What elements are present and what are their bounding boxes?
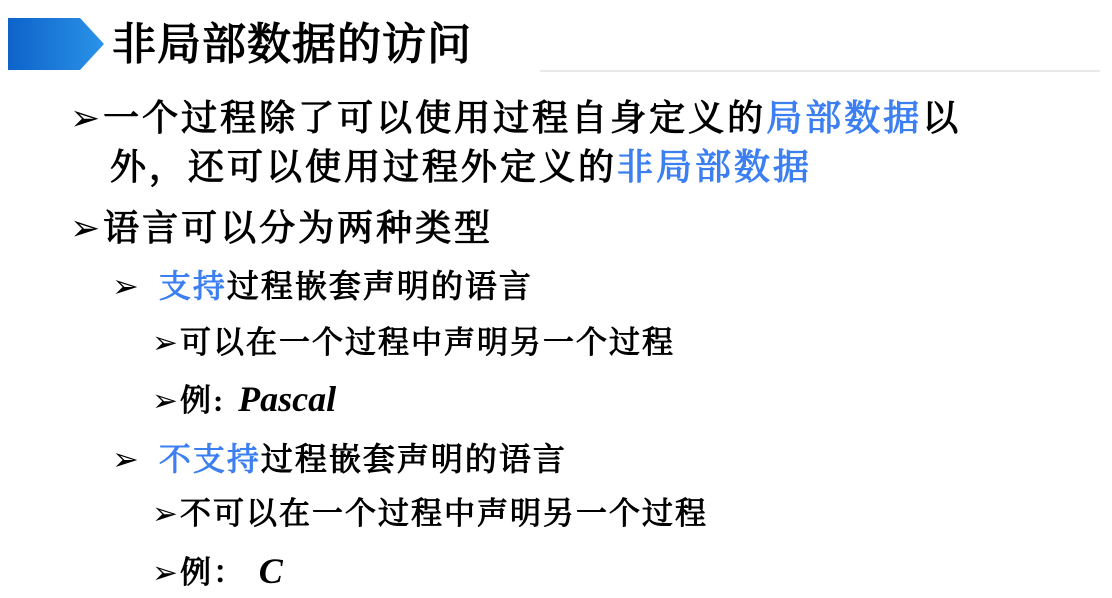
- bullet-local-data: [70, 94, 961, 143]
- highlight-nonlocal-data: 非局部数据: [617, 146, 813, 188]
- title-divider: [540, 70, 1100, 72]
- bullet-text: 不可以在一个过程中声明另一个过程: [179, 496, 708, 532]
- bullet-text: 一个过程除了可以使用过程自身定义的: [103, 97, 767, 139]
- bullet-text-tail: 以: [922, 97, 962, 139]
- arrow-bullet-icon: ➢: [152, 325, 180, 361]
- sub-sub-bullet-cannot-nest: [152, 493, 708, 535]
- arrow-bullet-icon: ➢: [152, 555, 180, 591]
- bullet-text: 可以在一个过程中声明另一个过程: [179, 325, 675, 361]
- highlight-supports: 支持: [158, 267, 227, 305]
- arrow-bullet-icon: ➢: [70, 98, 104, 139]
- title-banner: [0, 14, 1100, 76]
- sub-sub-bullet-can-nest: [152, 322, 675, 364]
- arrow-bullet-icon: ➢: [70, 208, 104, 249]
- bullet-text: 外，还可以使用过程外定义的: [110, 146, 618, 188]
- arrow-bullet-icon: ➢: [112, 440, 141, 478]
- sub-bullet-no-nesting: [112, 437, 567, 481]
- bullet-local-data-continuation: [110, 143, 812, 191]
- sub-bullet-supports-nesting: [112, 264, 533, 308]
- sub-sub-bullet-example-c: [152, 550, 283, 594]
- highlight-not-supports: 不支持: [158, 440, 261, 478]
- page-title: 非局部数据的访问: [112, 19, 472, 70]
- bullet-language-types: [70, 204, 493, 253]
- title-arrow-icon: [8, 18, 104, 70]
- example-label: 例：: [179, 555, 246, 591]
- highlight-local-data: 局部数据: [766, 97, 923, 139]
- arrow-bullet-icon: ➢: [152, 383, 180, 419]
- example-colon: :: [212, 383, 226, 418]
- example-value: C: [258, 551, 283, 591]
- sub-sub-bullet-example-pascal: [152, 378, 336, 422]
- example-label: 例: [179, 383, 213, 419]
- bullet-text: 过程嵌套声明的语言: [260, 440, 567, 478]
- bullet-text: 过程嵌套声明的语言: [226, 267, 533, 305]
- arrow-bullet-icon: ➢: [112, 267, 141, 305]
- bullet-text: 语言可以分为两种类型: [103, 207, 494, 249]
- arrow-bullet-icon: ➢: [152, 496, 180, 532]
- example-value: Pascal: [238, 379, 337, 419]
